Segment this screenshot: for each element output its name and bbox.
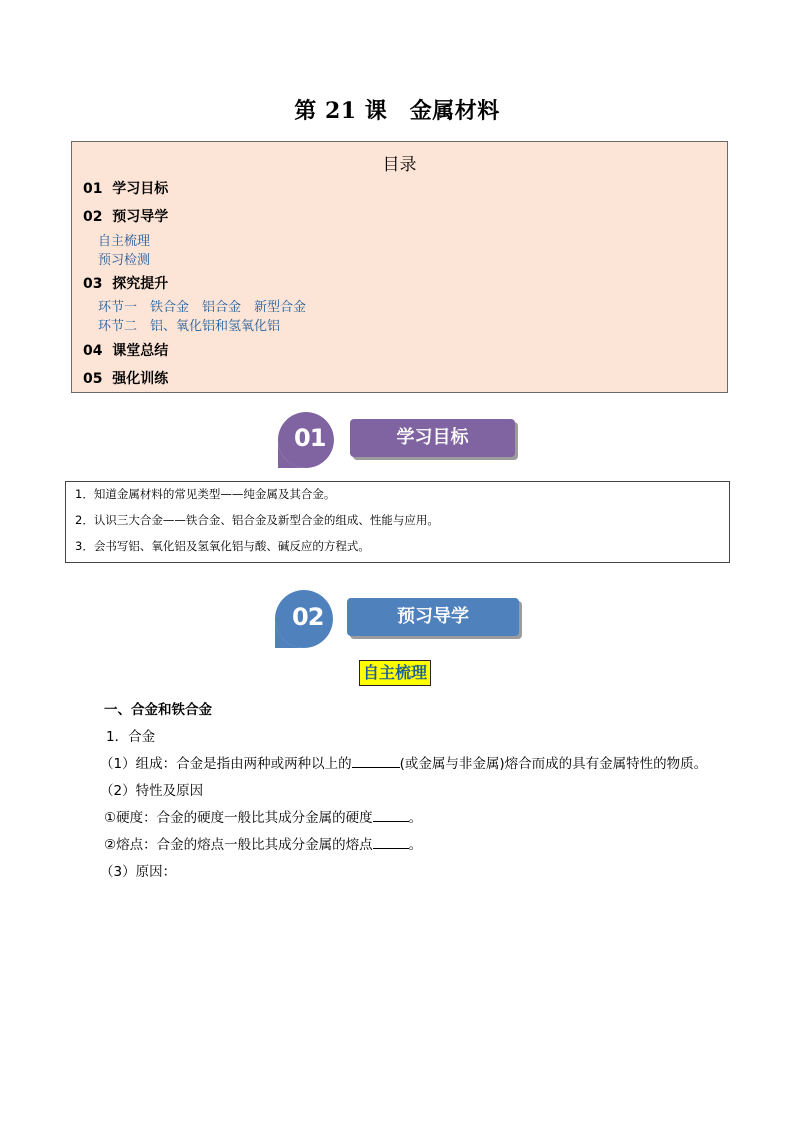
goal-item: 2．认识三大合金——铁合金、铝合金及新型合金的组成、性能与应用。 bbox=[75, 513, 439, 527]
toc-subitem[interactable]: 自主梳理 bbox=[98, 234, 151, 249]
content-item: 1．合金 bbox=[106, 729, 156, 745]
content-heading: 一、合金和铁合金 bbox=[104, 702, 212, 718]
goal-item: 1．知道金属材料的常见类型——纯金属及其合金。 bbox=[75, 487, 336, 501]
learning-goals-box bbox=[65, 481, 730, 563]
goal-item: 3．会书写铝、氧化铝及氢氧化铝与酸、碱反应的方程式。 bbox=[75, 539, 370, 553]
fill-in-blank[interactable] bbox=[373, 836, 409, 849]
page-title: 第 21 课 金属材料 bbox=[294, 98, 500, 124]
toc-item-number: 02 bbox=[83, 209, 103, 225]
toc-heading: 目录 bbox=[382, 155, 417, 175]
subsection-title: 自主梳理 bbox=[359, 660, 431, 686]
section-number: 01 bbox=[294, 424, 326, 452]
toc-subitem[interactable]: 环节一 铁合金 铝合金 新型合金 bbox=[98, 300, 307, 315]
section-label: 学习目标 bbox=[350, 419, 515, 457]
toc-item-label: 探究提升 bbox=[112, 276, 169, 292]
toc-item-number: 01 bbox=[83, 181, 103, 197]
table-of-contents bbox=[71, 141, 728, 393]
content-paragraph: （2）特性及原因 bbox=[100, 783, 204, 799]
toc-item-1[interactable] bbox=[83, 178, 168, 198]
toc-subitem[interactable]: 环节二 铝、氧化铝和氢氧化铝 bbox=[98, 319, 281, 334]
toc-item-label: 预习导学 bbox=[112, 209, 169, 225]
toc-subitem[interactable]: 预习检测 bbox=[98, 253, 151, 268]
toc-item-4[interactable] bbox=[83, 340, 168, 360]
section-label: 预习导学 bbox=[347, 598, 519, 636]
toc-item-number: 05 bbox=[83, 371, 103, 387]
toc-item-3[interactable] bbox=[83, 273, 168, 293]
section-badge-preview bbox=[272, 588, 522, 650]
content-paragraph: ②熔点：合金的熔点一般比其成分金属的熔点 。 bbox=[104, 837, 423, 853]
content-paragraph: ①硬度：合金的硬度一般比其成分金属的硬度 。 bbox=[104, 810, 423, 826]
toc-item-5[interactable] bbox=[83, 368, 168, 388]
toc-item-label: 课堂总结 bbox=[112, 343, 169, 359]
toc-item-label: 强化训练 bbox=[112, 371, 169, 387]
section-badge-goals bbox=[275, 410, 525, 470]
section-number: 02 bbox=[292, 603, 324, 631]
toc-item-number: 04 bbox=[83, 343, 103, 359]
toc-item-number: 03 bbox=[83, 276, 103, 292]
content-paragraph: （1）组成：合金是指由两种或两种以上的 (或金属与非金属)熔合而成的具有金属特性的物质。 bbox=[100, 756, 708, 772]
toc-item-2[interactable] bbox=[83, 206, 168, 226]
toc-item-label: 学习目标 bbox=[112, 181, 169, 197]
content-paragraph: （3）原因： bbox=[100, 864, 177, 880]
fill-in-blank[interactable] bbox=[373, 809, 409, 822]
fill-in-blank[interactable] bbox=[352, 755, 400, 768]
